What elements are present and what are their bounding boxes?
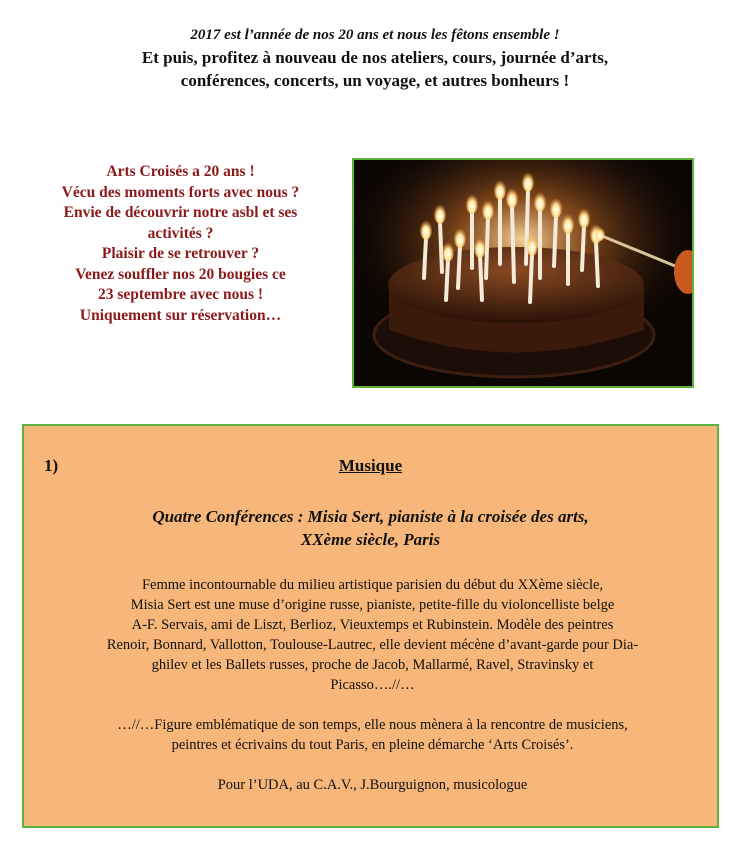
- birthday-cake-photo: [352, 158, 694, 388]
- section-body: [34, 575, 711, 795]
- conference-title-line: Quatre Conférences : Misia Sert, pianiste à la croisée des arts,: [152, 507, 589, 526]
- description-line: Misia Sert est une muse d’origine russe, pianiste, petite-fille du violoncelliste belge: [130, 597, 615, 613]
- promo-line: Venez souffler nos 20 bougies ce: [75, 265, 286, 283]
- credit-line: Pour l’UDA, au C.A.V., J.Bourguignon, musicologue: [217, 777, 528, 793]
- promo-line: activités ?: [147, 224, 214, 242]
- promo-line: Plaisir de se retrouver ?: [101, 245, 260, 262]
- promo-line: Uniquement sur réservation…: [79, 306, 282, 324]
- conference-title: [24, 505, 717, 551]
- description-line: A-F. Servais, ami de Liszt, Berlioz, Vieuxtemps et Rubinstein. Modèle des peintres: [131, 617, 614, 633]
- description-line: ghilev et les Ballets russes, proche de Jacob, Mallarmé, Ravel, Stravinsky et: [151, 657, 594, 673]
- promo-line: Arts Croisés a 20 ans !: [106, 163, 255, 180]
- promo-line: 23 septembre avec nous !: [97, 286, 264, 303]
- intro-anniversary-line: 2017 est l’année de nos 20 ans et nous les fêtons ensemble !: [190, 27, 560, 43]
- promo-line: Envie de découvrir notre asbl et ses: [63, 204, 298, 221]
- description-line: Picasso….//…: [330, 677, 415, 693]
- description-line: Femme incontournable du milieu artistique parisien du début du XXème siècle,: [141, 577, 604, 593]
- summary-line: …//…Figure emblématique de son temps, elle nous mènera à la rencontre de musiciens,: [117, 717, 628, 733]
- intro-activities-line: Et puis, profitez à nouveau de nos ateliers, cours, journée d’arts,: [141, 48, 609, 67]
- intro-block: [0, 24, 750, 92]
- match-flame-shape: [595, 227, 605, 241]
- intro-activities-line-2: conférences, concerts, un voyage, et autres bonheurs !: [180, 71, 570, 90]
- promo-line: Vécu des moments forts avec nous ?: [61, 183, 300, 201]
- cake-illustration: [354, 160, 692, 386]
- music-section-panel: [22, 424, 719, 828]
- section-number: 1): [44, 456, 59, 475]
- description-paragraph: [34, 575, 711, 695]
- conference-title-line: XXème siècle, Paris: [300, 530, 441, 549]
- anniversary-promo: [28, 162, 333, 326]
- summary-line: peintres et écrivains du tout Paris, en pleine démarche ‘Arts Croisés’.: [171, 737, 574, 753]
- section-heading: Musique: [338, 456, 403, 475]
- description-line: Renoir, Bonnard, Vallotton, Toulouse-Lautrec, elle devient mécène d’avant-garde pour Dia-: [106, 637, 639, 653]
- summary-paragraph: [34, 715, 711, 755]
